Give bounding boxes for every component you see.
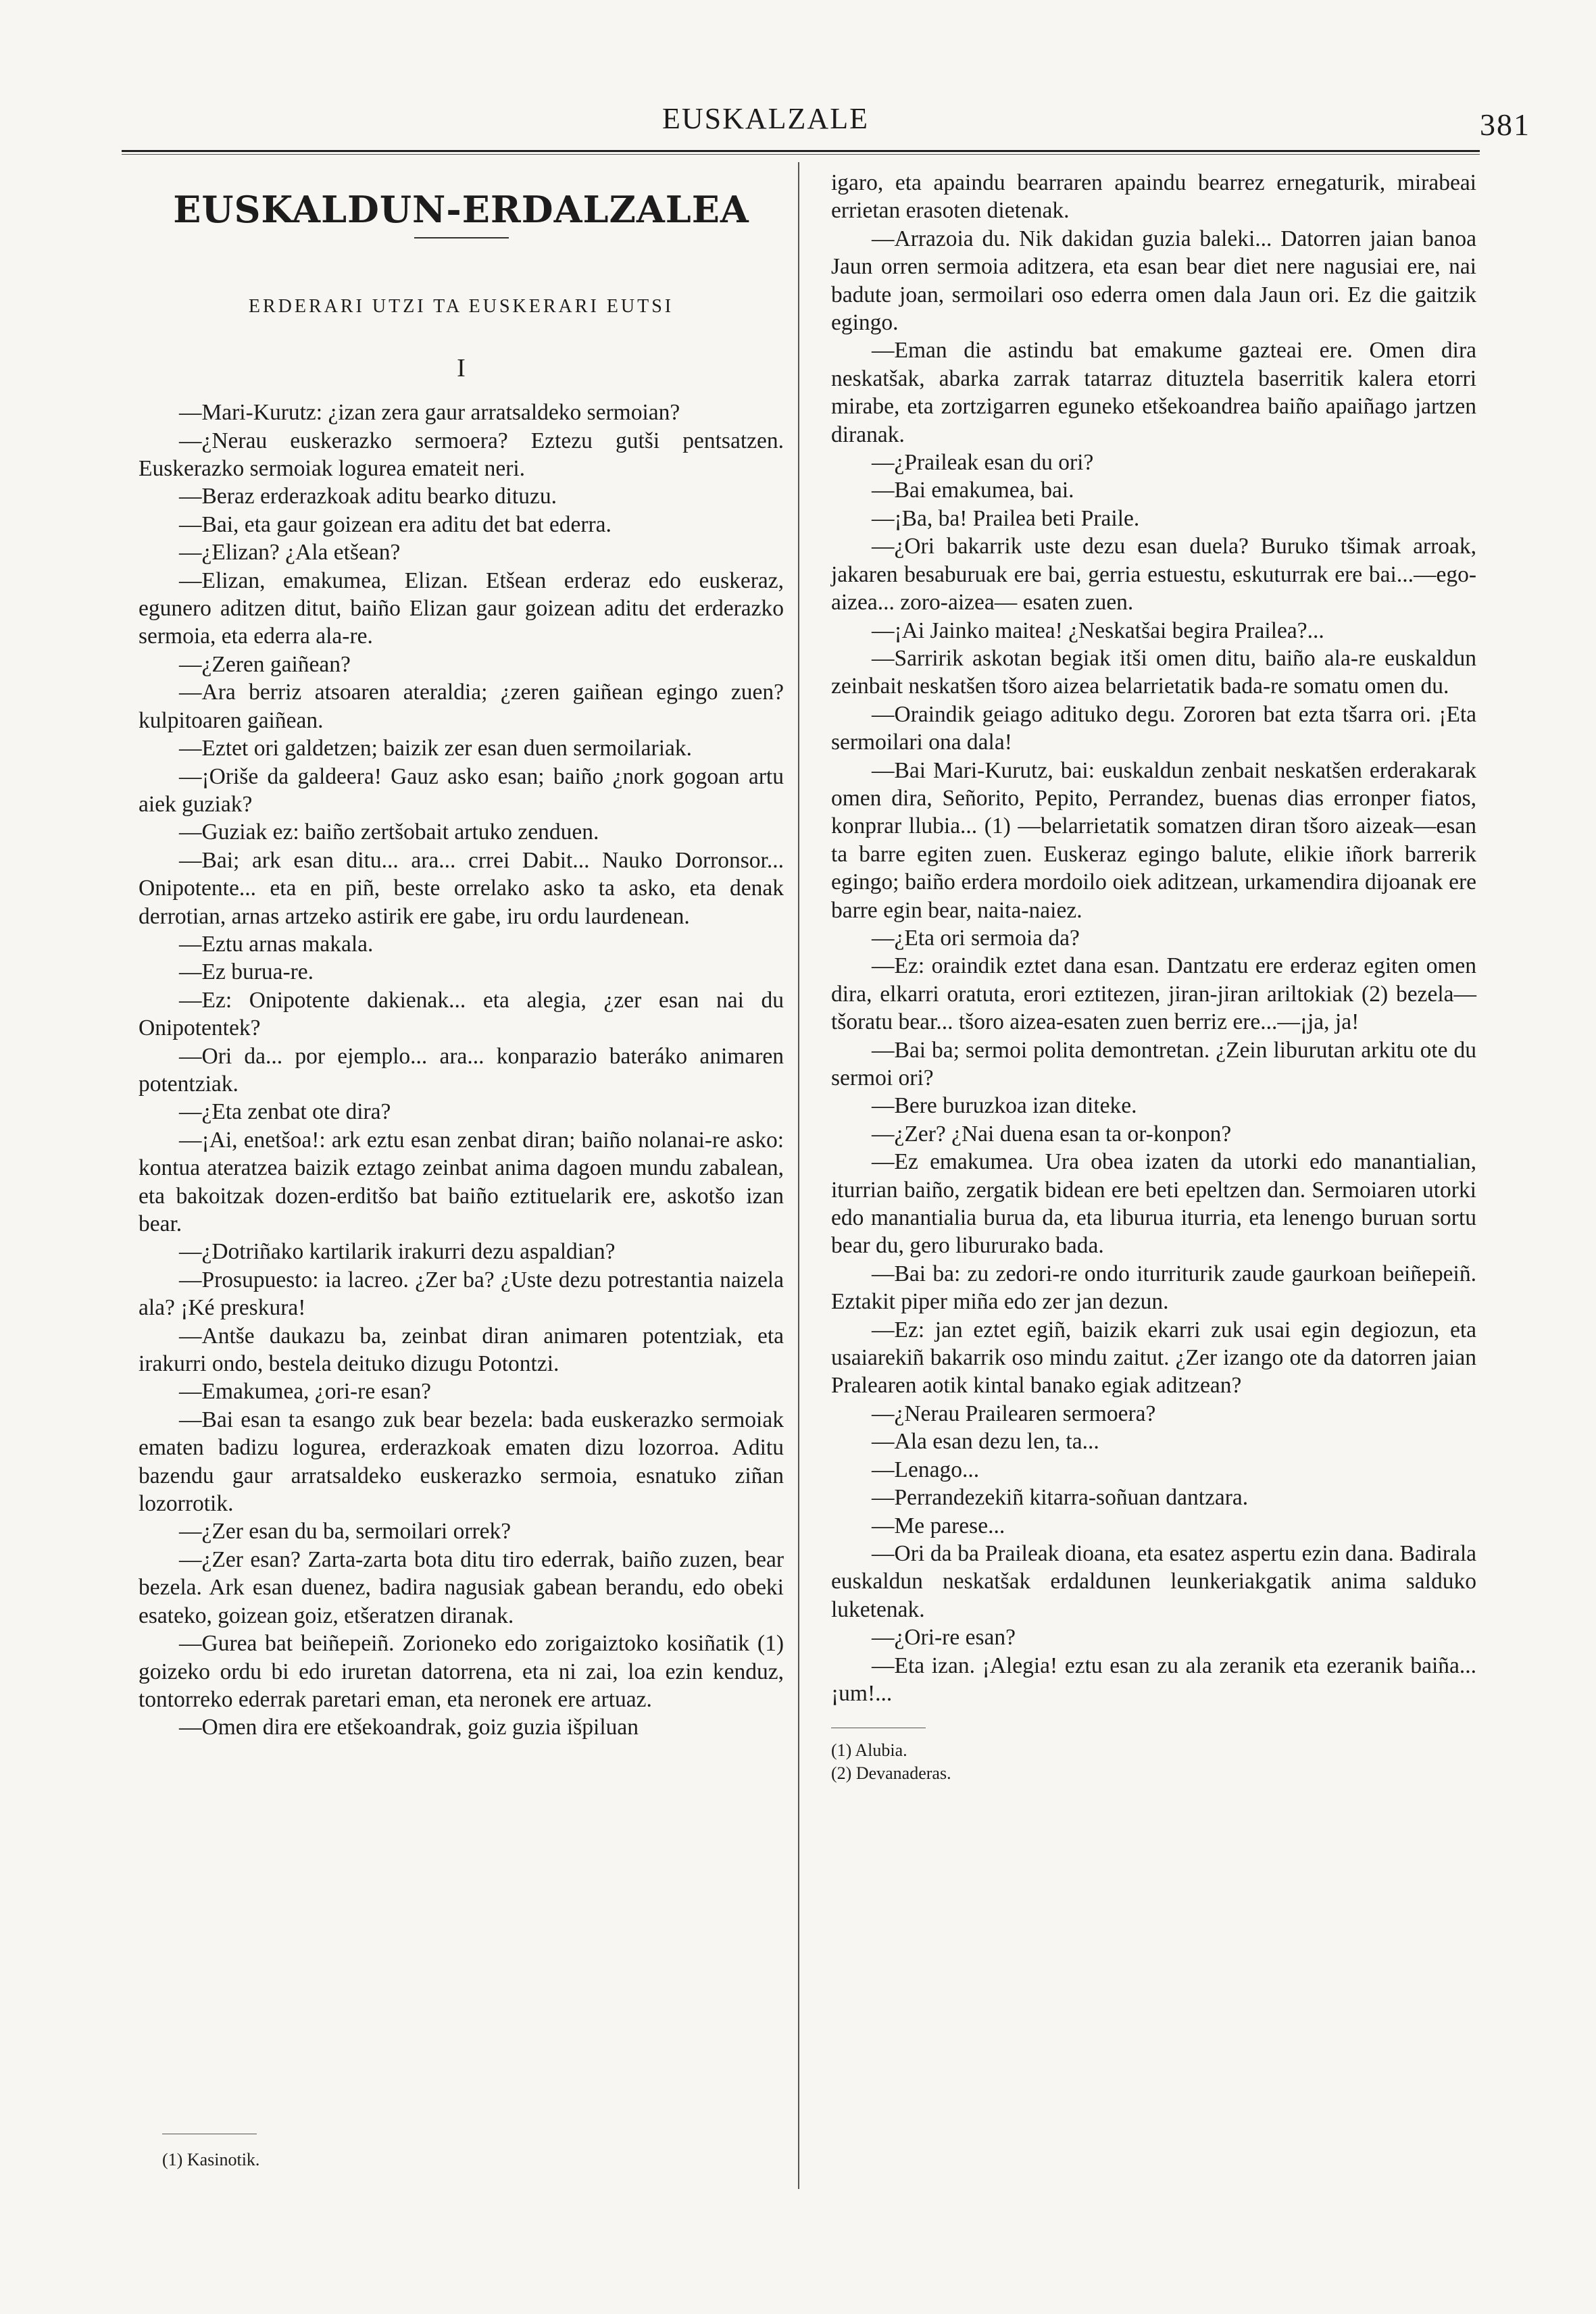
- paragraph: —Beraz erderazkoak aditu bearko dituzu.: [179, 484, 557, 509]
- paragraph: —Ez: jan eztet egiñ, baizik ekarri zuk usai egin degiozun, eta usaiarekiñ bakarrik oso mindu zaitut. ¿Zer izango ote da datorren jaian Pralearen aotik kintal banako egiak aditzean?: [831, 1317, 1476, 1399]
- paragraph: —Ori da... por ejemplo... ara... konparazio bateráko animaren potentziak.: [139, 1043, 784, 1097]
- paragraph: —¿Ori-re esan?: [872, 1625, 1016, 1651]
- paragraph: —Ez burua-re.: [179, 959, 314, 985]
- paragraph: —Omen dira ere etšekoandrak, goiz guzia išpiluan: [179, 1715, 639, 1740]
- article-subtitle: ERDERARI UTZI TA EUSKERARI EUTSI: [248, 296, 674, 318]
- paragraph: —¿Eta zenbat ote dira?: [179, 1099, 391, 1125]
- paragraph: —Me parese...: [872, 1513, 1005, 1538]
- paragraph: —Bai emakumea, bai.: [872, 478, 1074, 503]
- journal-title: EUSKALZALE: [662, 102, 869, 135]
- header-rule-thin: [122, 154, 1480, 155]
- paragraph: —¿Nerau euskerazko sermoera? Eztezu gutši pentsatzen. Euskerazko sermoiak logurea emateit neri.: [139, 428, 784, 482]
- paragraph: —Eta izan. ¡Alegia! eztu esan zu ala zeranik eta ezeranik baiña... ¡um!...: [831, 1653, 1476, 1706]
- paragraph: —Bai esan ta esango zuk bear bezela: bada euskerazko sermoiak ematen badizu logurea, erderazkoak ematen dizu lozorroa. Aditu bazendu gaur arratsaldeko euskerazko sermoia, esnatuko ziñan lozorrotik.: [139, 1407, 784, 1517]
- paragraph: —¿Dotriñako kartilarik irakurri dezu aspaldian?: [179, 1239, 616, 1265]
- paragraph: —Perrandezekiñ kitarra-soñuan dantzara.: [872, 1485, 1249, 1511]
- paragraph: —Ara berriz atsoaren ateraldia; ¿zeren gaiñean egingo zuen? kulpitoaren gaiñean.: [139, 680, 784, 733]
- paragraph: —¿Praileak esan du ori?: [872, 450, 1094, 476]
- paragraph: —Bere buruzkoa izan diteke.: [872, 1093, 1137, 1119]
- paragraph: —Arrazoia du. Nik dakidan guzia baleki... Datorren jaian banoa Jaun orren sermoia aditzera, eta esan bear diet nere nagusiai ere, nai badute joan, sermoilari oso ederra omen dala Jaun ori. Ez die gaitzik egingo.: [831, 226, 1476, 336]
- page-number: 381: [1480, 107, 1530, 142]
- paragraph: igaro, eta apaindu bearraren apaindu bearrez ernegaturik, mirabeai errietan erasoten dietenak.: [831, 170, 1476, 224]
- left-column: [139, 169, 784, 1742]
- paragraph: —Elizan, emakumea, Elizan. Etšean erderaz edo euskeraz, egunero aditzen ditut, baiño Elizan gaur goizean aditu det erderazko sermoia, eta ederra ala-re.: [139, 568, 784, 649]
- paragraph: —Eztu arnas makala.: [179, 931, 374, 957]
- paragraph: —¡Ai, enetšoa!: ark eztu esan zenbat diran; baiño nolanai-re asko: kontua ateratzea baizik eztago zeinbat anima dagoen mundu zabalean, eta bakoitzak dozen-erditšo bat baiño eztituelarik ere, askotšo izan bear.: [139, 1127, 784, 1236]
- paragraph: —Bai; ark esan ditu... ara... crrei Dabit... Nauko Dorronsor... Onipotente... eta en piñ, beste orrelako asko ta asko, eta denak derrotian, arnas artzeko astirik ere gabe, iru ordu laurdenean.: [139, 847, 784, 929]
- paragraph: —Sarririk askotan begiak itši omen ditu, baiño ala-re euskaldun zeinbait neskatšen tšoro aizea belarrietatik bada-re somatu omen du.: [831, 645, 1476, 699]
- paragraph: —Ala esan dezu len, ta...: [872, 1429, 1099, 1455]
- paragraph: —¿Nerau Prailearen sermoera?: [872, 1401, 1156, 1426]
- paragraph: —¡Oriše da galdeera! Gauz asko esan; baiño ¿nork gogoan artu aiek guziak?: [139, 763, 784, 817]
- left-paragraphs: [139, 399, 784, 1742]
- paragraph: —Bai Mari-Kurutz, bai: euskaldun zenbait neskatšen erderakarak omen dira, Señorito, Pepito, Perrandez, buenas dias erronper fiatos, konprar llubia... (1) —belarrietatik somatzen diran tšoro aizeak—esan ta barre egiten zuen. Euskeraz egingo balute, elikie iñork barrerik egingo; baiño erdera mordoilo oiek aditzean, urkamendira dijoanak ere barre egin bear, naita-naiez.: [831, 757, 1476, 923]
- paragraph: —¿Zer? ¿Nai duena esan ta or-konpon?: [872, 1121, 1232, 1147]
- footnote-right-1: (1) Alubia.: [831, 1740, 907, 1761]
- paragraph: —¡Ba, ba! Prailea beti Praile.: [872, 505, 1140, 531]
- paragraph: —Ori da ba Praileak dioana, eta esatez aspertu ezin dana. Badirala euskaldun neskatšak erdaldunen leunkeriakgatik anima salduko luketenak.: [831, 1540, 1476, 1622]
- paragraph: —¿Ori bakarrik uste dezu esan duela? Buruko tšimak arroak, jakaren besaburuak ere bai, gerria estuestu, eskuturrak ere bai...—ego-aizea... zoro-aizea— esaten zuen.: [831, 534, 1476, 615]
- footnote-right-2: (2) Devanaderas.: [831, 1763, 951, 1784]
- section-number: I: [457, 353, 466, 382]
- paragraph: —Bai, eta gaur goizean era aditu det bat ederra.: [179, 511, 612, 537]
- paragraph: —Ez emakumea. Ura obea izaten da utorki edo manantialian, iturrian baiño, zergatik bidean ere beti epeltzen dan. Sermoiaren utorki edo manantialia burua da, eta liburua iturria, eta lenengo buruan sortu bear du, gero libururako bada.: [831, 1149, 1476, 1259]
- paragraph: —¿Elizan? ¿Ala etšean?: [179, 540, 401, 565]
- paragraph: —Antše daukazu ba, zeinbat diran animaren potentziak, eta irakurri ondo, bestela deituko dizugu Potontzi.: [139, 1323, 784, 1377]
- paragraph: —Mari-Kurutz: ¿izan zera gaur arratsaldeko sermoian?: [179, 400, 680, 426]
- paragraph: —¡Ai Jainko maitea! ¿Neskatšai begira Prailea?...: [872, 618, 1324, 643]
- paragraph: —Bai ba: zu zedori-re ondo iturriturik zaude gaurkoan beiñepeiñ. Eztakit piper miña edo zer jan dezun.: [831, 1261, 1476, 1315]
- paragraph: —¿Zer esan du ba, sermoilari orrek?: [179, 1519, 512, 1544]
- footnote-left-1: (1) Kasinotik.: [162, 2150, 260, 2169]
- paragraph: —Lenago...: [872, 1457, 980, 1482]
- paragraph: —Eztet ori galdetzen; baizik zer esan duen sermoilariak.: [179, 736, 693, 761]
- article-title: EUSKALDUN-ERDALZALEA: [173, 188, 749, 231]
- column-divider: [798, 162, 799, 2189]
- paragraph: —Emakumea, ¿ori-re esan?: [179, 1379, 431, 1405]
- paragraph: —Oraindik geiago adituko degu. Zororen bat ezta tšarra ori. ¡Eta sermoilari ona dala!: [831, 701, 1476, 755]
- paragraph: —Gurea bat beiñepeiñ. Zorioneko edo zorigaiztoko kosiñatik (1) goizeko ordu bi edo iruretan datorrena, eta ni zai, loa ezin kenduz, tontorreko ederrak paretari eman, eta neronek ere artuaz.: [139, 1631, 784, 1712]
- paragraph: —¿Zeren gaiñean?: [179, 651, 351, 677]
- paragraph: —¿Zer esan? Zarta-zarta bota ditu tiro ederrak, baiño zuzen, bear bezela. Ark esan duenez, badira nagusiak gabean berandu, edo obeki esateko, goizean goiz, etšeratzen diranak.: [139, 1546, 784, 1628]
- paragraph: —Ez: Onipotente dakienak... eta alegia, ¿zer esan nai du Onipotentek?: [139, 987, 784, 1041]
- paragraph: —Ez: oraindik eztet dana esan. Dantzatu ere erderaz egiten omen dira, elkarri oratuta, erori eztitezen, jiran-jiran ariltokiak (2) bezela—tšoratu bear... tšoro aizea-esaten zuen berriz ere...—¡ja, ja!: [831, 953, 1476, 1035]
- title-rule: [414, 237, 509, 238]
- right-column: [831, 169, 1476, 1785]
- running-head: [0, 101, 1596, 155]
- paragraph: —Eman die astindu bat emakume gazteai ere. Omen dira neskatšak, abarka zarrak tatarraz dituztela baserritik kalera etorri mirabe, eta zortzigarren eguneko etšekoandrea baiño apaiñago jartzen diranak.: [831, 338, 1476, 447]
- paragraph: —Prosupuesto: ia lacreo. ¿Zer ba? ¿Uste dezu potrestantia naizela ala? ¡Ké preskura!: [139, 1267, 784, 1321]
- paragraph: —¿Eta ori sermoia da?: [872, 925, 1080, 951]
- paragraph: —Guziak ez: baiño zertšobait artuko zenduen.: [179, 820, 599, 845]
- right-paragraphs: [831, 169, 1476, 1707]
- header-rule: [122, 150, 1480, 152]
- paragraph: —Bai ba; sermoi polita demontretan. ¿Zein liburutan arkitu ote du sermoi ori?: [831, 1037, 1476, 1090]
